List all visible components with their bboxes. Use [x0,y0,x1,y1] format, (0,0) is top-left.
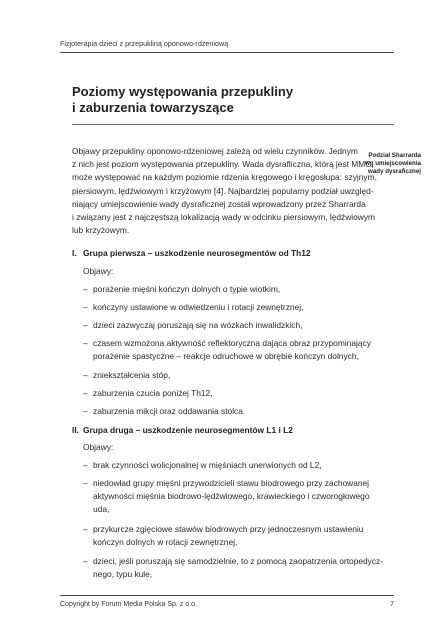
list-item-line: niedowład grupy mięśni przywodzicieli stawu biodrowego przy zachowanej [93,478,370,488]
list-dash: – [83,406,88,416]
list-item-line: przykurcze zgięciowe stawów biodrowych przy jednoczesnym ustawieniu [93,524,364,534]
list-item-line: dzieci zazwyczaj poruszają się na wózkach inwalidzkich, [93,320,303,330]
header-divider [60,52,394,53]
list-dash: – [83,556,88,566]
intro-line: może występować na każdym poziomie rdzenia kręgowego i kręgosłupa: szyjnym, [72,172,377,183]
list-item-line: kończyn dolnych w rotacji zewnętrznej, [93,537,238,548]
group-2-heading [72,425,293,435]
intro-line: i związany jest z najczęstszą lokalizacją wady w odcinku piersiowym, lędźwiowym [72,212,376,223]
group-1-number: I. [72,248,77,258]
group-1-heading-text: Grupa pierwsza – uszkodzenie neurosegmentów od Th12 [83,248,311,258]
list-dash: – [83,302,88,312]
list-item-line: aktywności mięśnia biodrowo-lędźwiowego, krawieckiego i czworogłowego [93,491,370,502]
list-item-line: kończyny ustawione w odwiedzeniu i rotacji zewnętrznej, [93,302,304,312]
list-dash: – [83,478,88,488]
list-item-line: brak czynności wolicjonalnej w mięśniach unerwionych od L2, [93,460,322,470]
group-2-heading-text: Grupa druga – uszkodzenie neurosegmentów L1 i L2 [83,425,293,435]
page-number: 7 [390,601,394,608]
list-dash: – [83,320,88,330]
list-dash: – [83,524,88,534]
list-item-line: czasem wzmożona aktywność reflektoryczna dająca obraz przypominający [93,338,371,348]
section-title [72,84,372,116]
list-dash: – [83,460,88,470]
list-item-line: dzieci, jeśli poruszają się samodzielnie, to z pomocą zaopatrzenia ortopedycz- [93,556,384,566]
intro-line: Objawy przepukliny oponowo-rdzeniowej zależą od wielu czynników. Jednym [72,146,358,156]
list-dash: – [83,370,88,380]
group-2-number: II. [72,425,79,435]
group-1-symptoms-label: Objawy: [83,266,114,276]
list-dash: – [83,284,88,294]
intro-line: niający umiejscowienie wady dysraficznej został wprowadzony przez Sharrarda [72,198,366,209]
margin-note-line: wady dysraficznej [368,168,421,176]
list-item-line: nego, typu kule, [93,569,153,580]
list-item-line: zniekształcenia stóp, [93,370,171,380]
list-dash: – [83,338,88,348]
footer-copyright: Copyright by Forum Media Polska Sp. z o.o. [60,601,197,608]
list-item-line: porażenie mięśni kończyn dolnych o typie wiotkim, [93,284,281,294]
margin-note-line: wg umiejscowienia [364,160,421,168]
intro-line: lub krzyżowym. [72,225,130,236]
section-title-line-1: Poziomy występowania przepukliny [72,84,294,99]
list-item-line: uda, [93,504,110,515]
margin-note [359,152,421,177]
list-dash: – [83,388,88,398]
list-item-line: zaburzenia mikcji oraz oddawania stolca. [93,406,246,416]
title-divider [72,124,394,125]
list-item-line: porażenie spastyczne – reakcje odruchowe w obrębie kończyn dolnych, [93,351,359,362]
group-1-heading [72,248,311,258]
section-title-line-2: i zaburzenia towarzyszące [72,100,234,115]
intro-paragraph [72,145,377,237]
intro-line: piersiowym, lędźwiowym i krzyżowym [4]. Najbardziej popularny podział uwzględ- [72,185,374,196]
margin-note-line: Podział Sharrarda [368,152,421,159]
footer-divider [60,595,394,596]
intro-line: z nich jest poziom występowania przepukliny. Wada dysrafliczna, którą jest MMC, [72,159,374,170]
list-item-line: zaburzenia czucia poniżej Th12, [93,388,213,398]
group-2-symptoms-label: Objawy: [83,442,114,452]
running-header: Fizjoterapia dzieci z przepukliną oponowo-rdzeniową [60,39,229,48]
